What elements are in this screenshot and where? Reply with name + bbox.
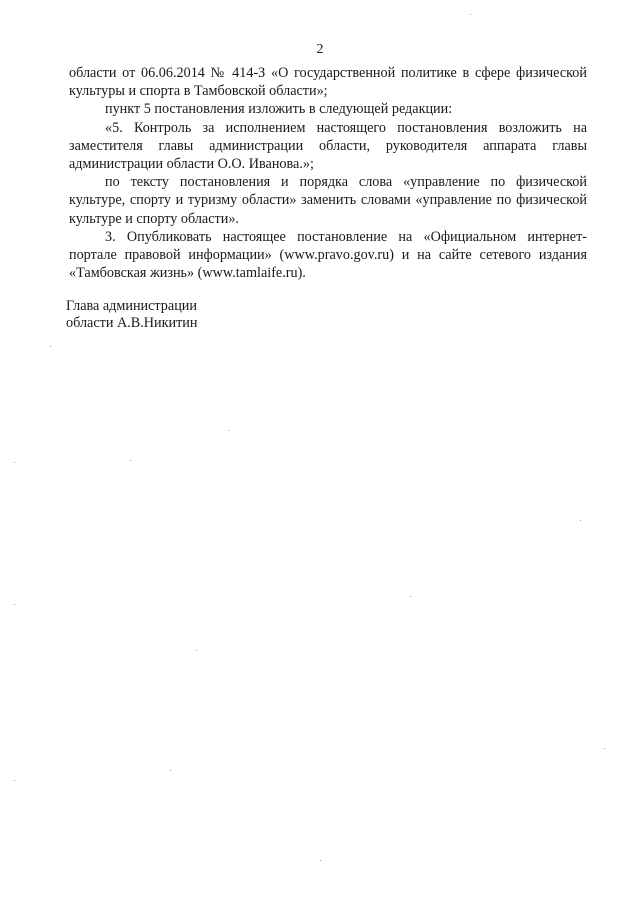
- paragraph-amend-point-5: пункт 5 постановления изложить в следующей редакции:: [105, 101, 453, 118]
- scan-speck: [470, 14, 471, 15]
- signature-title-line-1: Глава администрации: [66, 298, 197, 314]
- scan-speck: [196, 650, 197, 651]
- paragraph-rename-department: по тексту постановления и порядка слова «управление по физической культуре, спорту и туризму области» заменить словами «управление по физической культуре и спорту области».: [69, 174, 587, 227]
- scan-speck: [170, 770, 171, 771]
- scan-speck: [320, 860, 321, 861]
- signature-block: [66, 298, 197, 332]
- scan-speck: [580, 520, 581, 521]
- scan-speck: [228, 430, 229, 431]
- scan-speck: [604, 748, 605, 749]
- signature-title-line-2: области А.В.Никитин: [66, 315, 198, 331]
- paragraph-publication: 3. Опубликовать настоящее постановление на «Официальном интернет-портале правовой информации» (www.pravo.gov.ru) и на сайте сетевого издания «Тамбовская жизнь» (www.tamlaife.ru).: [69, 228, 587, 282]
- scan-speck: [14, 604, 15, 605]
- scan-speck: [50, 346, 51, 347]
- paragraph-law-reference: области от 06.06.2014 № 414-З «О государственной политике в сфере физической культуры и спорта в Тамбовской области»;: [69, 65, 587, 100]
- paragraph-control-clause: «5. Контроль за исполнением настоящего постановления возложить на заместителя главы администрации области, руководителя аппарата главы администрации области О.О. Иванова.»;: [69, 119, 587, 173]
- scan-speck: [410, 596, 411, 597]
- document-body: [69, 64, 587, 282]
- scan-speck: [130, 460, 131, 461]
- scan-speck: [14, 780, 15, 781]
- scan-speck: [14, 462, 15, 463]
- page-number: 2: [316, 42, 324, 57]
